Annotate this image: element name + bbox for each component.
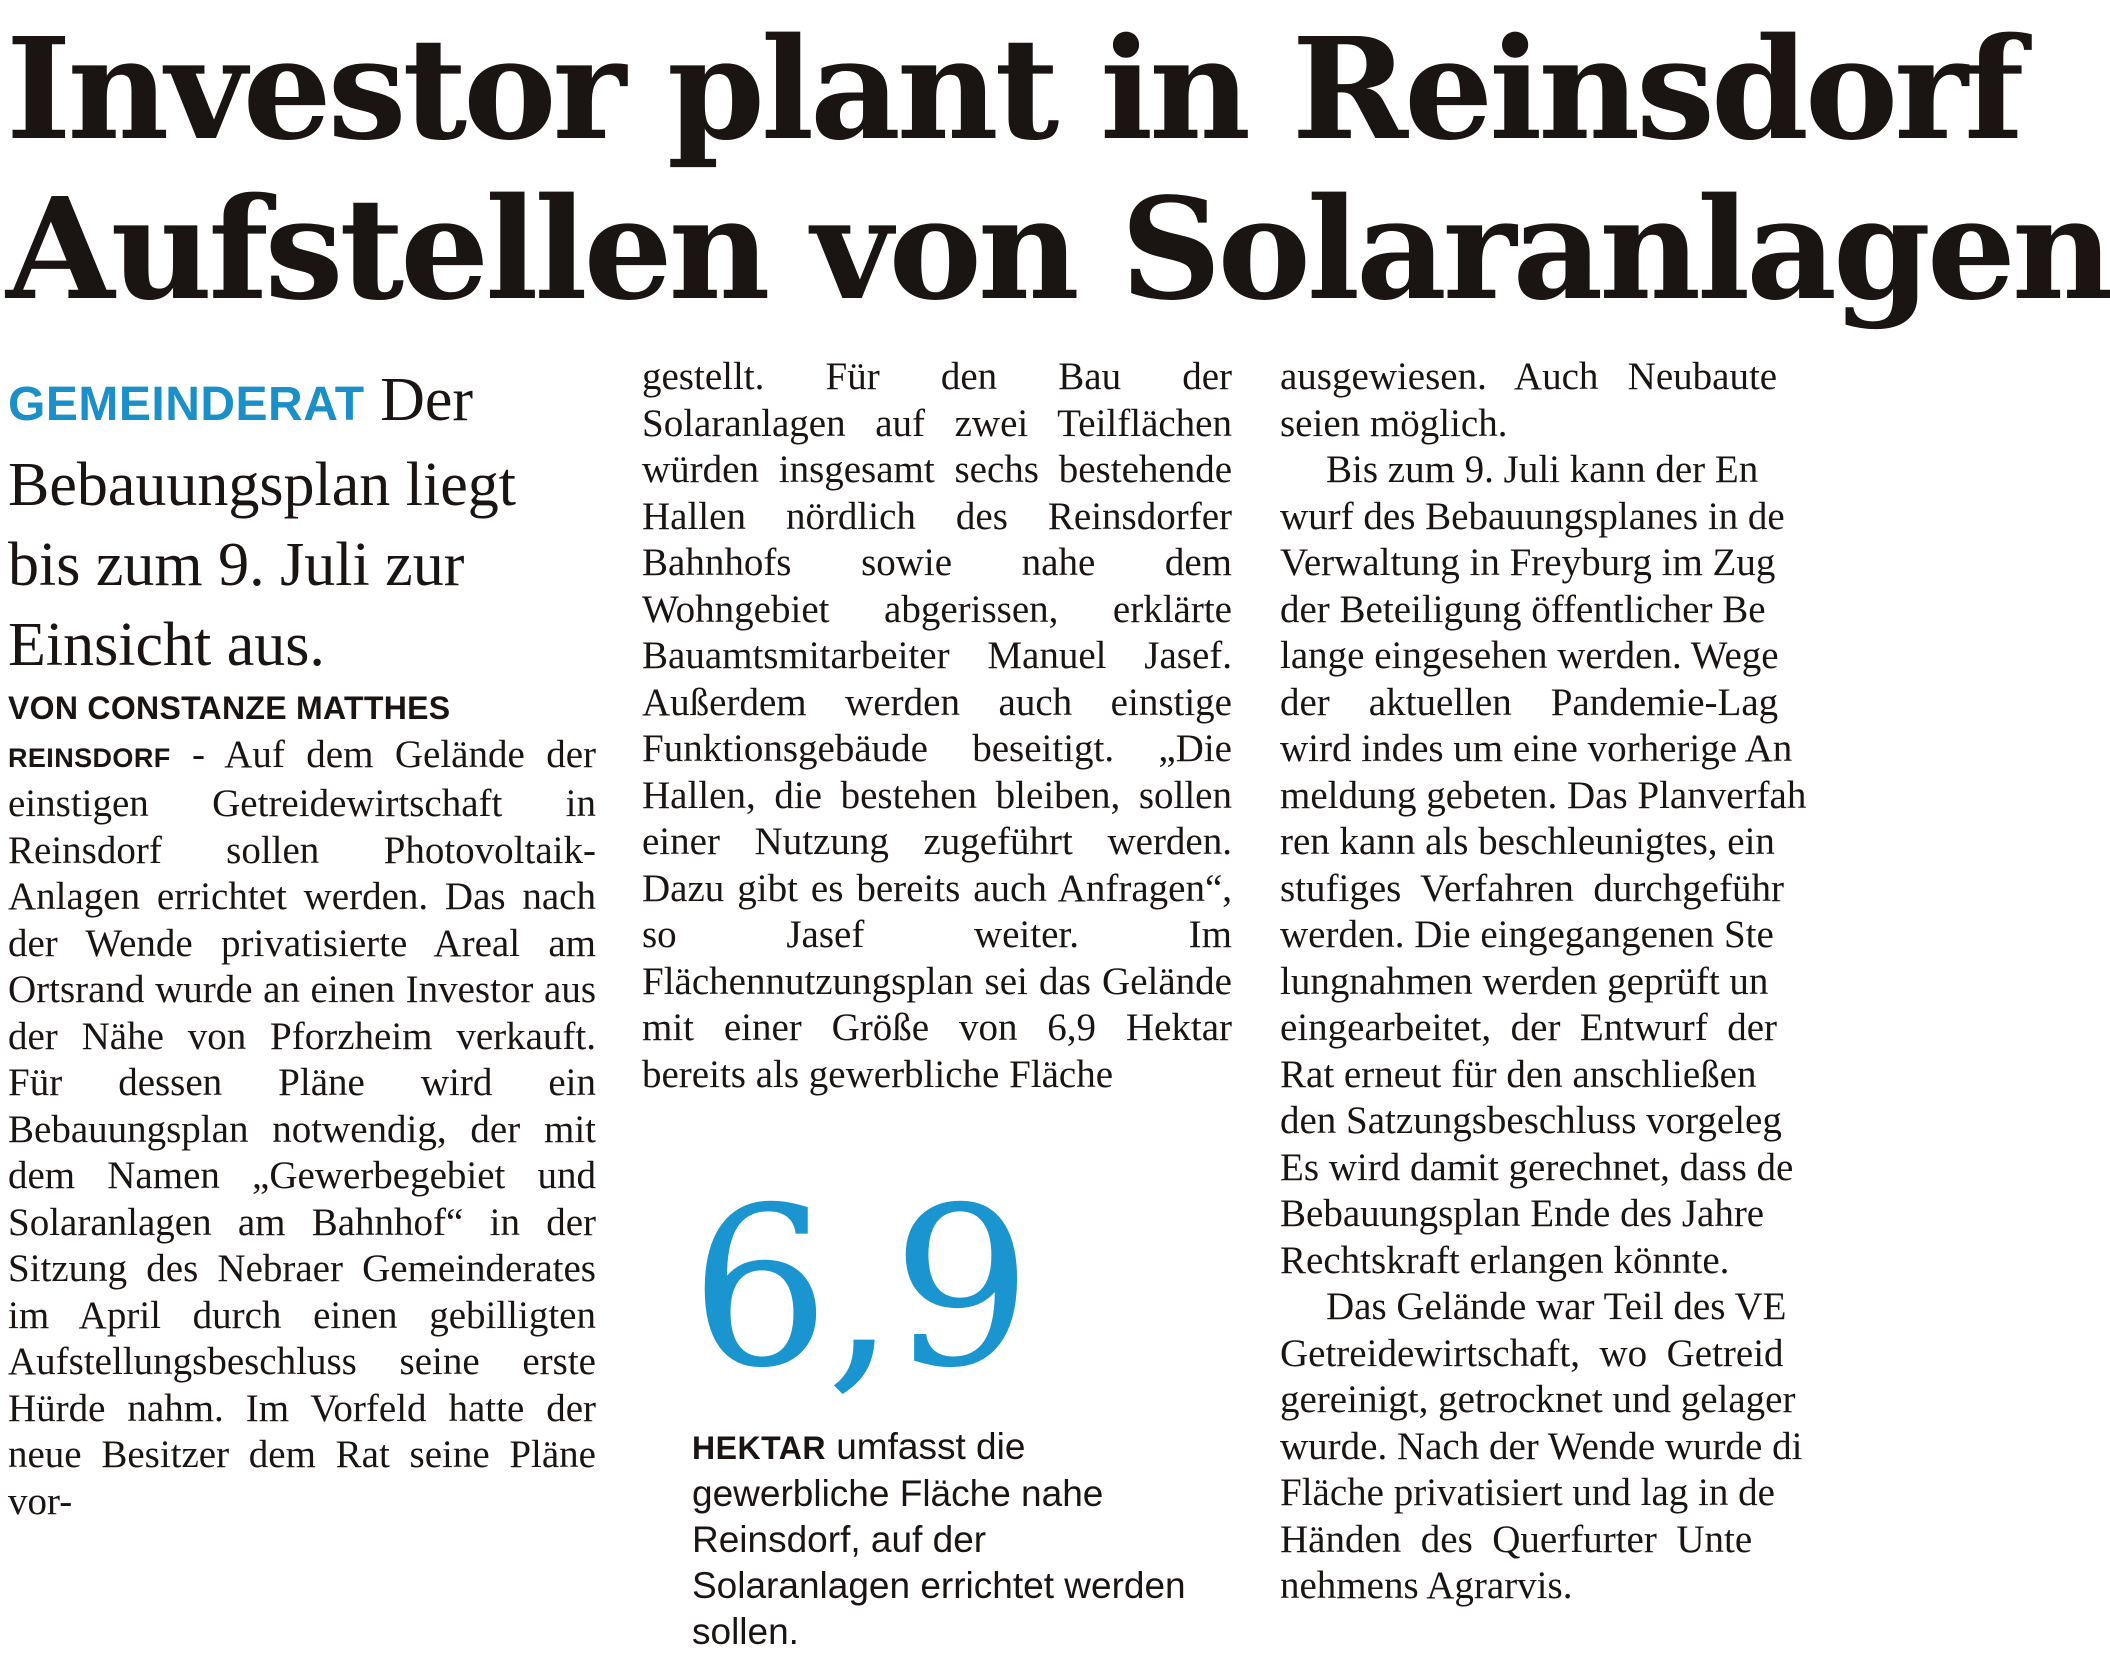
body-line-col3: stufiges Verfahren durchgeführ xyxy=(1280,866,1784,910)
body-line-col3: wird indes um eine vorherige An xyxy=(1280,727,1793,770)
body-line-col3: den Satzungsbeschluss vorgeleg xyxy=(1280,1099,1782,1142)
body-line-col3: der Beteiligung öffentlicher Be xyxy=(1280,587,1766,631)
body-line-col3: lange eingesehen werden. Wege xyxy=(1280,634,1779,677)
headline-line-2: Aufstellen von Solaranlagen xyxy=(6,168,2110,332)
body-line-col3: Händen des Querfurter Unte xyxy=(1280,1517,1753,1561)
body-line-col3: nehmens Agrarvis. xyxy=(1280,1564,1573,1607)
body-line-col3: lungnahmen werden geprüft un xyxy=(1280,959,1769,1003)
body-line-col3: ausgewiesen. Auch Neubaute xyxy=(1280,355,1778,398)
body-text-col2: gestellt. Für den Bau der Solaranlagen auf zwei Teilflächen würden insgesamt sechs bestehende Hallen nördlich des Reinsdorfer Bahnhofs sowie nahe dem Wohngebiet abgerissen, erklärte Bauamtsmitarbeiter Manuel Jasef. Außerdem werden auch einstige Funktionsgebäude beseitigt. „Die Hallen, die bestehen bleiben, sollen einer Nutzung zugeführt werden. Dazu gibt es bereits auch Anfragen“, so Jasef weiter. Im Flächennutzungsplan sei das Gelände mit einer Größe von 6,9 Hektar bereits als gewerbliche Fläche xyxy=(642,355,1232,1096)
body-line-col3: eingearbeitet, der Entwurf der xyxy=(1280,1006,1778,1049)
body-line-col3: der aktuellen Pandemie-Lag xyxy=(1280,680,1779,724)
lead-kicker: GEMEINDERAT xyxy=(8,378,365,431)
body-line-col3: Verwaltung in Freyburg im Zug xyxy=(1280,541,1776,584)
body-line-col3: Es wird damit gerechnet, dass de xyxy=(1280,1145,1794,1189)
body-line-col3: seien möglich. xyxy=(1280,401,1508,445)
body-line-col3: Rechtskraft erlangen könnte. xyxy=(1280,1238,1730,1282)
headline xyxy=(6,8,2110,332)
body-line-col3: wurf des Bebauungsplanes in de xyxy=(1280,494,1785,538)
body-line-col3: werden. Die eingegangenen Ste xyxy=(1280,913,1774,956)
author-byline: VON CONSTANZE MATTHES xyxy=(8,690,451,726)
body-text-col1: - Auf dem Gelände der einstigen Getreidewirtschaft in Reinsdorf sollen Photovoltaik-Anlagen errichtet werden. Das nach der Wende privatisierte Areal am Ortsrand wurde an einen Investor aus der Nähe von Pforzheim verkauft. Für dessen Pläne wird ein Bebauungsplan notwendig, der mit dem Namen „Gewerbegebiet und Solaranlagen am Bahnhof“ in der Sitzung des Nebraer Gemeinderates im April durch einen gebilligten Aufstellungsbeschluss seine erste Hürde nahm. Im Vorfeld hatte der neue Besitzer dem Rat seine Pläne vor- xyxy=(8,732,596,1523)
body-line-col3: Bis zum 9. Juli kann der En xyxy=(1326,448,1759,491)
body-line-col3: Fläche privatisiert und lag in de xyxy=(1280,1471,1775,1514)
column-1 xyxy=(8,360,596,1525)
column-3 xyxy=(1280,354,1844,1610)
lead-text: Der Bebauungsplan liegt bis zum 9. Juli zur Einsicht aus. xyxy=(8,366,516,679)
headline-line-1: Investor plant in Reinsdorf xyxy=(6,8,2021,172)
factbox-text: umfasst die gewerbliche Fläche nahe Reinsdorf, auf der Solaranlagen errichtet werden sollen. xyxy=(692,1426,1186,1652)
column-2 xyxy=(642,354,1232,1098)
body-line-col3: Das Gelände war Teil des VE xyxy=(1326,1285,1787,1328)
body-line-col3: meldung gebeten. Das Planverfah xyxy=(1280,773,1807,817)
body-line-col3: Getreidewirtschaft, wo Getreid xyxy=(1280,1331,1784,1375)
dateline: REINSDORF xyxy=(8,742,171,773)
body-line-col3: gereinigt, getrocknet und gelager xyxy=(1280,1378,1796,1421)
body-paragraph-1 xyxy=(8,732,596,1526)
factbox-number: 6,9 xyxy=(690,1160,1028,1416)
body-line-col3: ren kann als beschleunigtes, ein xyxy=(1280,820,1775,863)
lead-paragraph xyxy=(8,360,596,685)
factbox-caption xyxy=(692,1424,1212,1655)
body-line-col3: Bebauungsplan Ende des Jahre xyxy=(1280,1192,1765,1235)
body-line-col3: wurde. Nach der Wende wurde di xyxy=(1280,1424,1803,1468)
factbox-label: HEKTAR xyxy=(692,1430,826,1466)
body-line-col3: Rat erneut für den anschließen xyxy=(1280,1052,1757,1096)
